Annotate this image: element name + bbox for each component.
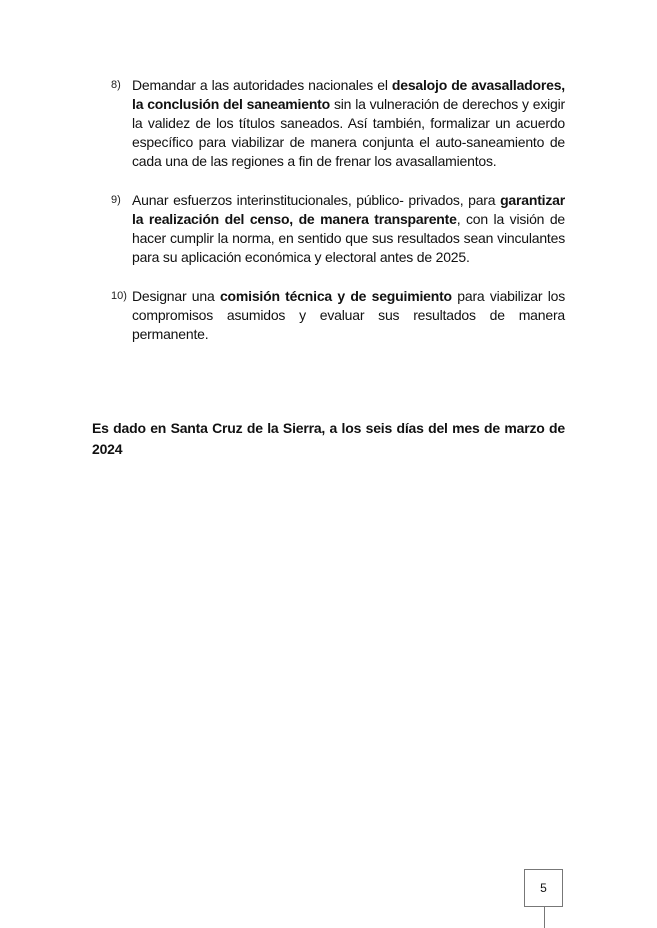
list-item-8 [111, 76, 565, 171]
list-item-9 [111, 191, 565, 267]
text-segment: Demandar a las autoridades nacionales el [132, 77, 392, 93]
list-item-10 [111, 287, 565, 344]
numbered-list [111, 76, 565, 364]
list-item-text [132, 191, 565, 267]
list-number: 8) [111, 79, 121, 91]
text-segment: para viabilizar los compromisos asumidos y evaluar sus resultados de manera permanente. [132, 288, 565, 342]
list-number: 10) [111, 290, 127, 302]
page-number-box [524, 869, 563, 907]
text-segment: , con la visión de hacer cumplir la norma, en sentido que sus resultados sean vinculantes para su aplicación económica y electoral antes de 2025. [132, 211, 566, 265]
text-segment: Aunar esfuerzos interinstitucionales, público- privados, para [132, 192, 501, 208]
text-segment: sin la vulneración de derechos y exigir la validez de los títulos saneados. Así también, formalizar un acuerdo específico para viabilizar de manera conjunta el auto-saneamiento de cada una de las regiones a fin de frenar los avasallamientos. [132, 96, 565, 169]
bold-text-segment: comisión técnica y de seguimiento [219, 288, 452, 304]
list-number: 9) [111, 194, 121, 206]
page-number-connector-line [544, 907, 545, 928]
list-item-text [132, 287, 565, 344]
closing-statement: Es dado en Santa Cruz de la Sierra, a los seis días del mes de marzo de 2024 [92, 420, 565, 457]
text-segment: Designar una [132, 288, 220, 304]
bold-text-segment: desalojo de avasalladores, la conclusión del saneamiento [132, 77, 565, 112]
bold-text-segment: garantizar la realización del censo, de manera transparente [132, 192, 565, 227]
list-item-text [132, 76, 565, 171]
page-number: 5 [540, 881, 547, 895]
